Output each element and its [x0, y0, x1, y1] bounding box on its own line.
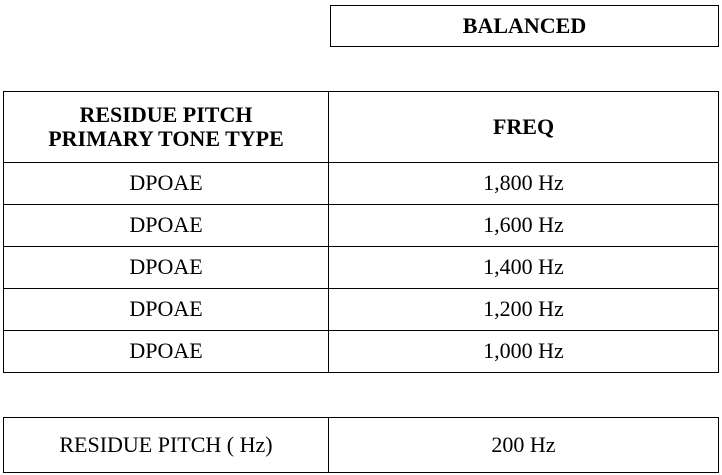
row-freq-text: 1,200 Hz: [483, 296, 564, 322]
summary-value-cell: [328, 417, 719, 473]
row-freq-text: 1,400 Hz: [483, 254, 564, 280]
table-row-type-cell: [3, 162, 329, 205]
summary-label: RESIDUE PITCH ( Hz): [59, 431, 273, 457]
row-freq-text: 1,800 Hz: [483, 170, 564, 196]
header-primary-tone-type-text: PRIMARY TONE TYPE: [48, 126, 284, 151]
row-type-text: DPOAE: [129, 338, 203, 364]
table-row-freq-cell: [328, 288, 719, 331]
row-freq-text: 1,600 Hz: [483, 212, 564, 238]
header-residue-pitch-text: RESIDUE PITCH: [79, 101, 253, 127]
header-primary-tone-type: [3, 91, 329, 163]
header-freq-text: FREQ: [492, 113, 555, 139]
summary-value: 200 Hz: [491, 431, 556, 457]
row-freq-text: 1,000 Hz: [483, 338, 564, 364]
table-row-freq-cell: [328, 246, 719, 289]
table-row-type-cell: [3, 204, 329, 247]
row-type-text: DPOAE: [129, 254, 203, 280]
table-row-type-cell: [3, 288, 329, 331]
balanced-label: BALANCED: [462, 12, 587, 38]
row-type-text: DPOAE: [129, 296, 203, 322]
header-freq: [328, 91, 719, 163]
table-row-freq-cell: [328, 330, 719, 373]
table-row-freq-cell: [328, 162, 719, 205]
summary-label-cell: [3, 417, 329, 473]
row-type-text: DPOAE: [129, 170, 203, 196]
row-type-text: DPOAE: [129, 212, 203, 238]
table-row-type-cell: [3, 330, 329, 373]
table-row-freq-cell: [328, 204, 719, 247]
table-row-type-cell: [3, 246, 329, 289]
balanced-label-box: [330, 5, 719, 47]
